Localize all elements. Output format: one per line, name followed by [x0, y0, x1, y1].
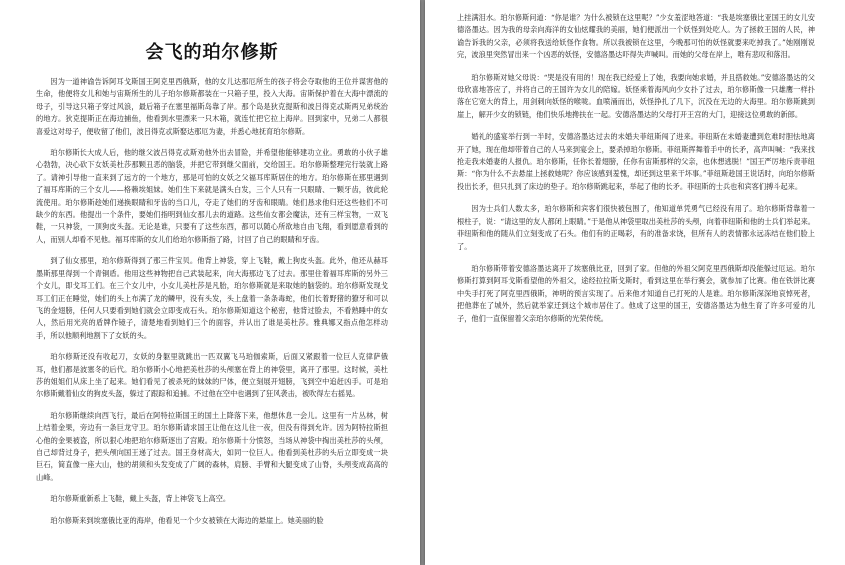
- paragraph: 珀尔修斯重新系上飞鞋，戴上头盔，背上神袋飞上高空。: [50, 494, 231, 504]
- paragraph: 上挂满泪水。珀尔修斯问道：“你是谁？为什么被锁在这里呢？”少女羞涩地答道：“我是埃塞俄比亚国王的女儿安德洛墨达。因为我的母亲向海洋的女仙炫耀我的美丽，她们便派出一个妖怪到处吃人。为了拯救王国的人民，神谕告诉我的父亲，必须将我送给妖怪作食物。所以我被锁在这里，今晚那可怕的妖怪就要来吃掉我了。”她刚刚说完，波浪里突然冒出来一个凶恶的妖怪，安德洛墨达吓得失声喊叫。而她的父母在岸上，唯有悲叹和落泪。: [457, 13, 815, 60]
- document-title: 会飞的珀尔修斯: [145, 42, 279, 63]
- paragraph: 珀尔修斯带着安德洛墨达离开了埃塞俄比亚，回到了家。但他的外祖父阿克里西俄斯却没能躲过厄运。珀尔修斯打算到阿耳戈斯看望他的外祖父，途经拉拉斯戈斯时，看到这里在举行赛会，就参加了比赛。他在铁饼比赛中失手打死了阿克里西俄斯，神明的预言实现了。后来他才知道自己打死的人是谁。珀尔修斯深深地哀悼死者，把他葬在了城外，然后就举家迁到这个城市居住了。他成了这里的国王，安德洛墨达为他生育了许多可爱的儿子，他们一直保留着父亲珀尔修斯的光荣传统。: [457, 263, 815, 323]
- paragraph: 因为一道神谕告诉阿耳戈斯国王阿克里西俄斯，他的女儿达那厄所生的孩子将会夺取他的王位并谋害他的生命，他便将女儿和她与宙斯所生的儿子珀尔修斯都装在一只箱子里，投入大海。宙斯保护着在大海中漂流的母子，引导这只箱子穿过风浪，最后箱子在塞里福斯岛靠了岸。那个岛是狄克提斯和波吕得克忒斯两兄弟统治的地方。狄克提斯正在海边捕鱼，他看到水里漂来一只木箱，就连忙把它拉上海岸。回到家中，兄弟二人都很喜爱这对母子，便收留了他们，波吕得克忒斯娶达那厄为妻，并悉心地抚育珀尔修斯。: [36, 77, 388, 136]
- paragraph: 珀尔修斯来到埃塞俄比亚的海岸，他看见一个少女被锁在大海边的悬崖上。她美丽的脸: [50, 515, 324, 525]
- paragraph: 珀尔修斯长大成人后，他的继父波吕得克忒斯劝他外出去冒险，并希望他能够建功立业。勇敢的小伙子雄心勃勃，决心砍下女妖美杜莎那颗丑恶的脑袋，并把它带到继父面前，交给国王。珀尔修斯整理完行装就上路了。请神引导他一直来到了远方的一个地方，那是可怕的女妖之父福耳库斯居住的地方。珀尔修斯在那里遇到了福耳库斯的三个女儿——格赖埃姐妹。她们生下来就是满头白发，三个人只有一只眼睛、一颗牙齿，彼此轮流使用。珀尔修斯趁她们递换眼睛和牙齿的当口儿，夺走了她们的牙齿和眼睛。她们恳求他归还这些他们不可缺少的东西。他提出一个条件，要她们指明到仙女那儿去的道路。这些仙女都会魔法，还有三样宝物，一双飞鞋，一只神袋，一顶狗皮头盔。无论是谁，只要有了这些东西，都可以随心所欲地自由飞翔，看到愿意看到的人，而别人却看不见他。福耳库斯的女儿们给珀尔修斯指了路，讨回了自己的眼睛和牙齿。: [36, 148, 388, 244]
- paragraph: 珀尔修斯对她父母说：“哭是没有用的！现在我已经爱上了她，我要向她求婚，并且搭救她。”安德洛墨达的父母欣喜地答应了，并将自己的王国许为女儿的陪嫁。妖怪乘着海风向少女扑了过去，珀尔修斯像一只雄鹰一样扑落在它宽大的背上，用剑刺向妖怪的喉咙。血喷涌而出，妖怪挣扎了几下，沉没在无边的大海里。珀尔修斯跳到崖上，解开少女的锁链，他们快乐地搀扶在一起。安德洛墨达的父母打开王宫的大门，迎接这位勇敢的新郎。: [457, 72, 815, 119]
- document-page-right: [425, 0, 845, 565]
- paragraph: 因为士兵们人数太多，珀尔修斯和宾客们很快被包围了，他知道单凭勇气已经没有用了。珀尔修斯背靠着一根柱子，说：“请这里的友人都闭上眼睛。”于是他从神袋里取出美杜莎的头颅，向着菲纽斯和他的士兵们举起来。菲纽斯和他的随从们立刻变成了石头。他们有的正喝彩，有的准备求饶，但所有人的表情都永远冻结在他们脸上了。: [457, 204, 815, 251]
- document-page-left: [0, 0, 420, 565]
- paragraph: 婚礼的盛宴举行到一半时，安德洛墨达过去的未婚夫菲纽斯闯了进来。菲纽斯在未婚妻遭到危难时胆怯地离开了她，现在他却带着自己的人马来到宴会上，要杀掉珀尔修斯。菲纽斯挥舞着手中的长矛，高声叫喊：“我来找抢走我未婚妻的人报仇。珀尔修斯，任你长着翅膀，任你有宙斯那样的父亲，也休想逃脱！”国王严厉地斥责菲纽斯：“你为什么不去悬崖上拯救她呢？你应该感到羞愧，却还到这里来干坏事。”菲纽斯趁国王说话时，向珀尔修斯投出长矛，但只扎到了床边的垫子。珀尔修斯跳起来，举起了他的长矛。菲纽斯的士兵也和宾客们搏斗起来。: [457, 132, 815, 191]
- paragraph: 珀尔修斯继续向西飞行，最后在阿特拉斯国王的国土上降落下来，他想休息一会儿。这里有一片丛林，树上结着金果，旁边有一条巨龙守卫。珀尔修斯请求国王让他在这儿住一夜，但没有得到允许。因为阿特拉斯担心他的金果被盗，所以狠心地把珀尔修斯逐出了宫殿。珀尔修斯十分愤怒，当场从神袋中掏出美杜莎的头颅，自己却背过身子，把头颅向国王递了过去。国王身材高大，如同一位巨人。他看到美杜莎的头后立即变成一块巨石，简直像一座大山，他的胡须和头发变成了广阔的森林，肩膀、手臂和大腿变成了山脊，头颅变成高高的山峰。: [36, 410, 388, 482]
- paragraph: 到了仙女那里，珀尔修斯得到了那三件宝贝。他背上神袋，穿上飞鞋，戴上狗皮头盔。此外，他还从赫耳墨斯那里得到一个青铜盾。他用这些神物把自己武装起来，向大海那边飞了过去。那里住着福耳库斯的另外三个女儿，即戈耳工们。在三个女儿中，小女儿美杜莎是凡胎，珀尔修斯就是来取她的脑袋的。珀尔修斯发现戈耳工们正在睡觉，她们的头上布满了龙的鳞甲，没有头发，头上盘着一条条毒蛇，他们长着野猪的獠牙和可以飞的金翅膀，任何人只要看到她们就会立即变成石头。珀尔修斯知道这个秘密，他背过脸去，不看熟睡中的女人，然后用光亮的盾牌作镜子，清楚地看到她们三个的面容，并认出了谁是美杜莎。雅典娜又指点他怎样动手，所以他顺利地割下了女妖的头。: [36, 256, 388, 340]
- paragraph: 珀尔修斯还没有收起刀，女妖的身躯里就跳出一匹双翼飞马珀伽索斯，后面又紧跟着一位巨人克律萨俄耳，他们都是波塞冬的后代。珀尔修斯小心地把美杜莎的头颅塞在背上的神袋里，离开了那里。这时候，美杜莎的姐姐们从床上坐了起来。她们看见了被杀死的妹妹的尸体，便立刻展开翅膀，飞到空中追赶凶手。可是珀尔修斯戴着仙女的狗皮头盔，躲过了跟踪和追捕。不过他在空中也遇到了狂风袭击，被吹得左右摇晃。: [36, 352, 388, 399]
